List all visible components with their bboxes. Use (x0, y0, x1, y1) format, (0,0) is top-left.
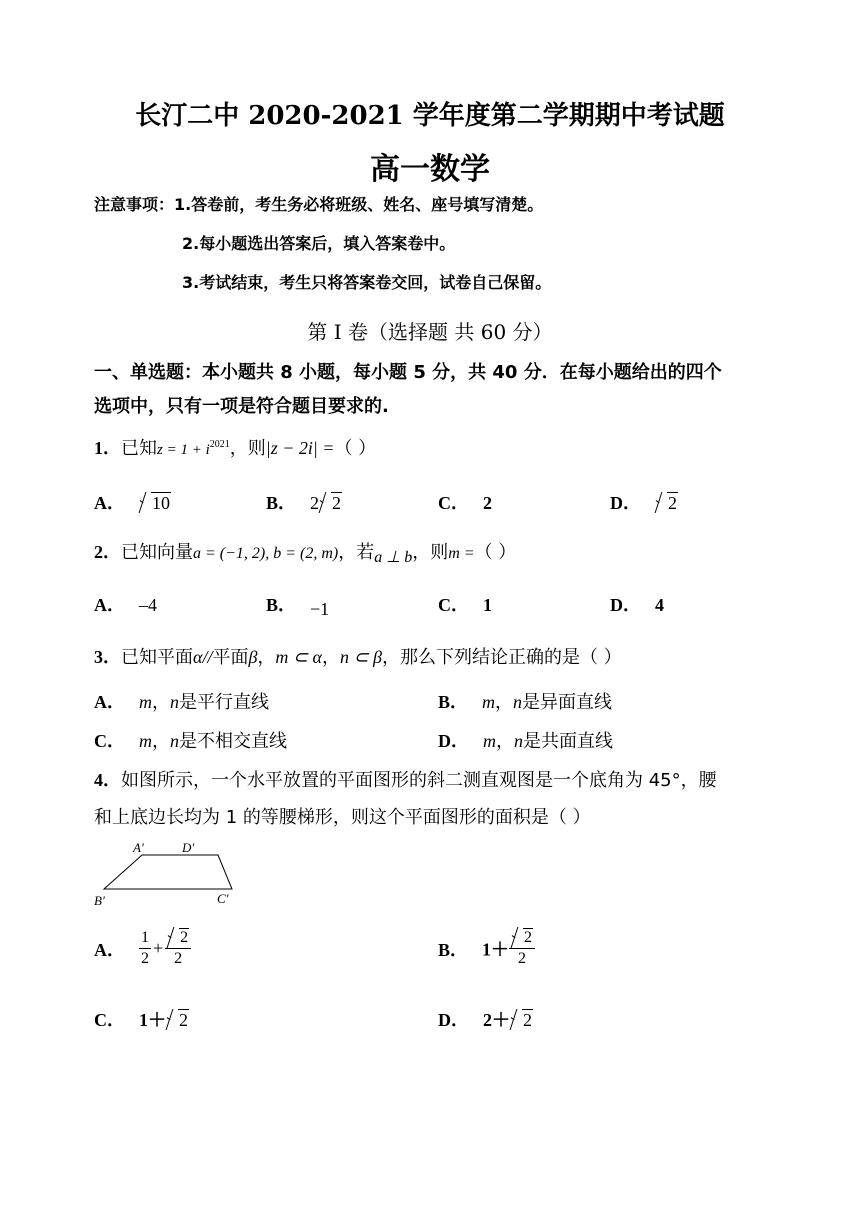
option-label: A． (94, 493, 125, 513)
question-number: 4． (94, 770, 121, 790)
math-expression: m = (448, 545, 475, 562)
sqrt-expression (510, 1010, 533, 1031)
sqrt-expression (167, 928, 189, 948)
denominator: 2 (518, 950, 527, 967)
question-2 (94, 538, 516, 564)
option-b (438, 688, 612, 714)
note-item: 3.考试结束，考生只将答案卷交回，试卷自己保留。 (182, 273, 552, 292)
option-b (438, 928, 535, 969)
fraction (165, 928, 191, 969)
separator: ， (152, 731, 170, 752)
question-text: 已知向量 (121, 542, 193, 563)
vertex-label: A′ (133, 840, 144, 855)
variable: m (483, 731, 496, 751)
question-text: ，则 (229, 438, 266, 459)
option-lead: 1＋ (139, 1010, 166, 1030)
variable: m (139, 731, 152, 751)
trapezoid-figure (90, 838, 250, 910)
denominator: 2 (174, 950, 183, 967)
question-text: ，那么下列结论正确的是（ ） (382, 647, 622, 668)
sqrt-expression (139, 493, 171, 514)
coefficient: 2 (310, 493, 320, 513)
vertex-label: C′ (217, 891, 229, 906)
option-label: B． (266, 493, 297, 513)
sqrt-expression (655, 493, 678, 514)
variable: n (170, 731, 179, 751)
option-label: B． (438, 692, 469, 712)
option-a (94, 489, 171, 515)
sqrt-expression (319, 493, 342, 514)
option-d (610, 591, 664, 617)
option-c (438, 591, 492, 617)
option-c (94, 727, 287, 753)
exponent: 2021 (209, 439, 230, 450)
option-text: 是异面直线 (522, 692, 613, 713)
notes-label: 注意事项： (94, 195, 175, 214)
vertex-label: D′ (182, 840, 195, 855)
option-c (94, 1006, 189, 1032)
math-expression: α// (193, 647, 213, 667)
option-text: 是共面直线 (523, 731, 613, 752)
option-c (438, 489, 492, 515)
question-text: 已知 (121, 438, 157, 459)
option-d (438, 1006, 533, 1032)
exam-title: 长汀二中 2020-2021 学年度第二学期期中考试题 (135, 101, 725, 131)
option-lead: 1＋ (482, 939, 510, 960)
option-label: C． (94, 1010, 125, 1030)
option-d (438, 727, 613, 753)
option-label: A． (94, 595, 125, 615)
separator: ， (152, 692, 170, 713)
radicand: 2 (332, 493, 342, 513)
radicand: 2 (523, 1010, 532, 1030)
option-b (266, 591, 329, 617)
math-expression: m ⊂ α (275, 647, 322, 667)
note-item: 1.答卷前，考生务必将班级、姓名、座号填写清楚。 (174, 195, 544, 214)
section-instructions-2: 选项中，只有一项是符合题目要求的. (94, 396, 389, 417)
question-text: ， (321, 647, 340, 668)
option-value: 1 (483, 595, 492, 615)
option-value: –4 (139, 595, 157, 615)
numerator: 1 (139, 928, 151, 949)
question-text: ， (257, 647, 276, 668)
fraction (509, 928, 535, 969)
option-a (94, 928, 191, 969)
variable: m (139, 692, 152, 712)
option-b (266, 489, 342, 515)
plus-sign: + (153, 938, 164, 958)
denominator: 2 (141, 950, 149, 967)
notes-line-1 (94, 192, 543, 215)
question-number: 2． (94, 542, 121, 562)
option-label: D． (610, 493, 641, 513)
option-label: D． (438, 731, 469, 751)
separator: ， (495, 692, 514, 713)
math-expression: n ⊂ β (339, 647, 382, 667)
question-text: 已知平面 (121, 647, 193, 668)
option-value: 2 (483, 493, 492, 513)
radicand: 2 (524, 929, 533, 946)
radicand: 2 (179, 1010, 188, 1030)
option-d (610, 489, 678, 515)
math-expression: β (248, 647, 258, 667)
trapezoid-shape (104, 855, 232, 889)
section-instructions-1: 一、单选题：本小题共 8 小题，每小题 5 分，共 40 分．在每小题给出的四个 (94, 362, 722, 383)
question-1 (94, 434, 376, 460)
variable: m (482, 692, 496, 712)
sqrt-expression (511, 928, 533, 948)
math-expression: |z − 2i| = (265, 438, 335, 458)
fraction (139, 928, 151, 969)
sqrt-expression (166, 1010, 189, 1031)
question-number: 3． (94, 647, 121, 667)
question-text: （ ） (474, 542, 517, 563)
option-label: D． (610, 595, 641, 615)
vertex-label: B′ (94, 893, 105, 908)
question-4-line-2: 和上底边长均为 1 的等腰梯形，则这个平面图形的面积是（ ） (94, 807, 591, 828)
option-label: B． (438, 939, 469, 960)
variable: n (513, 692, 523, 712)
question-text: ，若 (338, 542, 375, 563)
option-label: A． (94, 939, 125, 960)
section-title: 第 I 卷（选择题 共 60 分） (307, 320, 553, 344)
option-label: A． (94, 692, 125, 712)
option-label: C． (94, 731, 125, 751)
option-lead: 2＋ (483, 1010, 510, 1030)
option-label: B． (266, 595, 297, 615)
option-value: −1 (310, 599, 330, 619)
note-item: 2.每小题选出答案后，填入答案卷中。 (182, 234, 456, 253)
question-text: 如图所示，一个水平放置的平面图形的斜二测直观图是一个底角为 45°，腰 (121, 770, 717, 791)
question-3 (94, 643, 622, 669)
question-text: （ ） (334, 438, 377, 459)
radicand: 2 (668, 493, 677, 513)
option-text: 是平行直线 (179, 692, 269, 713)
option-a (94, 688, 269, 714)
separator: ， (496, 731, 514, 752)
radicand: 2 (180, 929, 189, 946)
radicand: 10 (152, 493, 170, 513)
exam-subtitle: 高一数学 (370, 152, 490, 187)
option-label: C． (438, 493, 469, 513)
question-4-line-1 (94, 766, 717, 792)
option-label: C． (438, 595, 469, 615)
variable: n (514, 731, 523, 751)
math-expression: a ⊥ b (374, 549, 413, 566)
option-label: D． (438, 1010, 469, 1030)
question-number: 1． (94, 438, 121, 458)
option-text: 是不相交直线 (179, 731, 287, 752)
math-expression: a = (−1, 2), b = (2, m) (193, 545, 339, 562)
question-text: ，则 (412, 542, 449, 563)
variable: n (170, 692, 179, 712)
option-value: 4 (655, 595, 664, 615)
option-a (94, 591, 157, 617)
math-expression: z = 1 + i (157, 442, 210, 458)
question-text: 平面 (212, 647, 249, 668)
